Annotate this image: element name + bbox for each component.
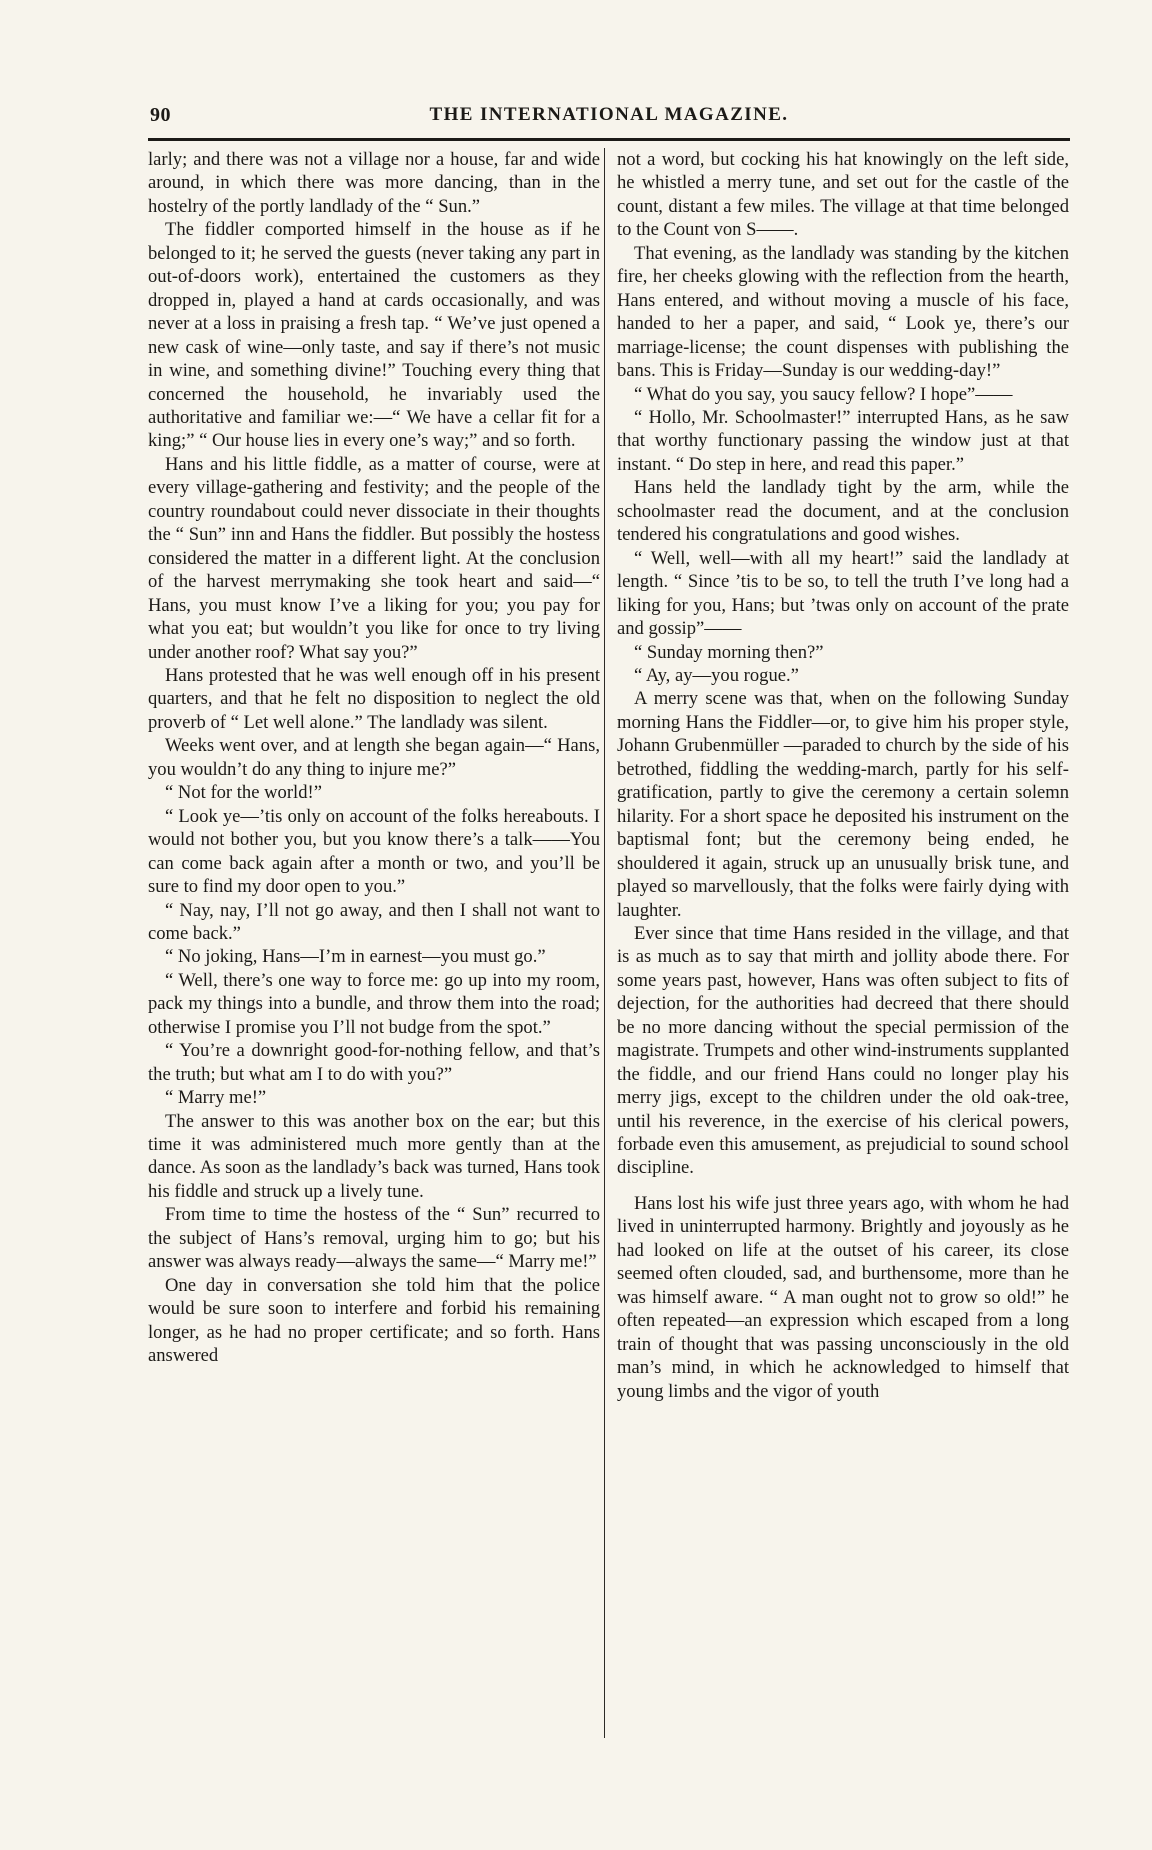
page-number: 90 [150,104,171,126]
paragraph: “ Marry me!” [165,1087,267,1109]
paragraph: Ever since that time Hans resided in the village, and that is as much as to say that mirth and jollity abode there. For some years past, however, Hans was often subject to fits of dejection, for the authorities had decreed that there should be no more dancing without the special permission of the magistrate. Trumpets and other wind-instruments supplanted the fiddle, and our friend Hans could no longer play his merry jigs, except to the children under the old oak-tree, until his reverence, in the exercise of his clerical powers, forbade even this amusement, as prejudicial to sound school discipline. [617,922,1069,1179]
paragraph: Hans and his little fiddle, as a matter of course, were at every village-gathering and festivity; and the people of the country roundabout could never dissociate in their thoughts the “ Sun” inn and Hans the fiddler. But possibly the hostess considered the matter in a different light. At the conclusion of the harvest merrymaking she took heart and said—“ Hans, you must know I’ve a liking for you; you pay for what you eat; but wouldn’t you like for once to try living under another roof? What say you?” [148,453,600,663]
paragraph: The answer to this was another box on the ear; but this time it was administered much more gently than at the dance. As soon as the landlady’s back was turned, Hans took his fiddle and struck up a lively tune. [148,1110,600,1202]
paragraph: “ Not for the world!” [165,782,322,804]
paragraph: “ Well, there’s one way to force me: go up into my room, pack my things into a bundle, and throw them into the road; otherwise I promise you I’ll not budge from the spot.” [148,969,600,1038]
paragraph: Hans lost his wife just three years ago, with whom he had lived in uninterrupted harmony. Brightly and joyously as he had looked on life at the outset of his career, its close seemed often clouded, sad, and burthensome, more than he was himself aware. “ A man ought not to grow so old!” he often repeated—an expression which escaped from a long train of thought that was passing unconsciously in the old man’s mind, in which he acknowledged to himself that young limbs and the vigor of youth [617,1192,1069,1402]
paragraph: “ Look ye—’tis only on account of the folks hereabouts. I would not bother you, but you know there’s a talk——You can come back again after a month or two, and you’ll be sure to find my door open to you.” [148,805,600,898]
paragraph: The fiddler comported himself in the house as if he belonged to it; he served the guests (never taking any part in out-of-doors work), entertained the customers as they dropped in, played a hand at cards occasionally, and was never at a loss in praising a fresh tap. “ We’ve just opened a new cask of wine—only taste, and say if there’s not music in wine, and something divine!” Touching every thing that concerned the household, he invariably used the authoritative and familiar we:—“ We have a cellar fit for a king;” “ Our house lies in every one’s way;” and so forth. [148,219,600,452]
paragraph: Hans protested that he was well enough off in his present quarters, and that he felt no disposition to neglect the old proverb of “ Let well alone.” The landlady was silent. [148,664,600,733]
running-title: THE INTERNATIONAL MAGAZINE. [429,104,789,125]
paragraph: “ Sunday morning then?” [634,641,824,663]
paragraph: not a word, but cocking his hat knowingly on the left side, he whistled a merry tune, and set out for the castle of the count, distant a few miles. The village at that time belonged to the Count von S——. [617,149,1069,241]
paragraph: “ What do you say, you saucy fellow? I hope”—— [634,383,1013,405]
page-header [150,104,1068,132]
paragraph: “ Well, well—with all my heart!” said the landlady at length. “ Since ’tis to be so, to tell the truth I’ve long had a liking for you, Hans; but ’twas only on account of the prate and gossip”—— [617,547,1069,640]
paragraph: Weeks went over, and at length she began again—“ Hans, you wouldn’t do any thing to injure me?” [148,735,600,780]
paragraph: “ Ay, ay—you rogue.” [634,664,799,686]
paragraph: A merry scene was that, when on the following Sunday morning Hans the Fiddler—or, to give him his proper style, Johann Grubenmüller —paraded to church by the side of his betrothed, fiddling the wedding-march, partly for his self-gratification, partly to give the ceremony a certain solemn hilarity. For a short space he deposited his instrument on the baptismal font; but the ceremony being ended, he shouldered it again, struck up an unusually brisk tune, and played so marvellously, that the folks were fairly dying with laughter. [617,688,1069,921]
paragraph: Hans held the landlady tight by the arm, while the schoolmaster read the document, and at the conclusion tendered his congratulations and good wishes. [617,477,1069,546]
paragraph: “ Hollo, Mr. Schoolmaster!” interrupted Hans, as he saw that worthy functionary passing the window just at that instant. “ Do step in here, and read this paper.” [617,406,1069,475]
right-column [617,148,1069,1403]
column-divider [604,148,605,1738]
paragraph: “ Nay, nay, I’ll not go away, and then I shall not want to come back.” [148,899,600,944]
left-column [148,148,600,1368]
paragraph: From time to time the hostess of the “ Sun” recurred to the subject of Hans’s removal, urging him to go; but his answer was always ready—always the same—“ Marry me!” [148,1204,600,1273]
paragraph: “ No joking, Hans—I’m in earnest—you must go.” [165,946,546,968]
paragraph: larly; and there was not a village nor a house, far and wide around, in which there was more dancing, than in the hostelry of the portly landlady of the “ Sun.” [148,149,600,217]
paragraph: “ You’re a downright good-for-nothing fellow, and that’s the truth; but what am I to do with you?” [148,1040,600,1085]
paragraph: One day in conversation she told him that the police would be sure soon to interfere and forbid his remaining longer, as he had no proper certificate; and so forth. Hans answered [148,1274,600,1367]
header-rule [148,138,1070,141]
paragraph: That evening, as the landlady was standing by the kitchen fire, her cheeks glowing with the reflection from the hearth, Hans entered, and without moving a muscle of his face, handed to her a paper, and said, “ Look ye, there’s our marriage-license; the count dispenses with publishing the bans. This is Friday—Sunday is our wedding-day!” [617,242,1069,382]
